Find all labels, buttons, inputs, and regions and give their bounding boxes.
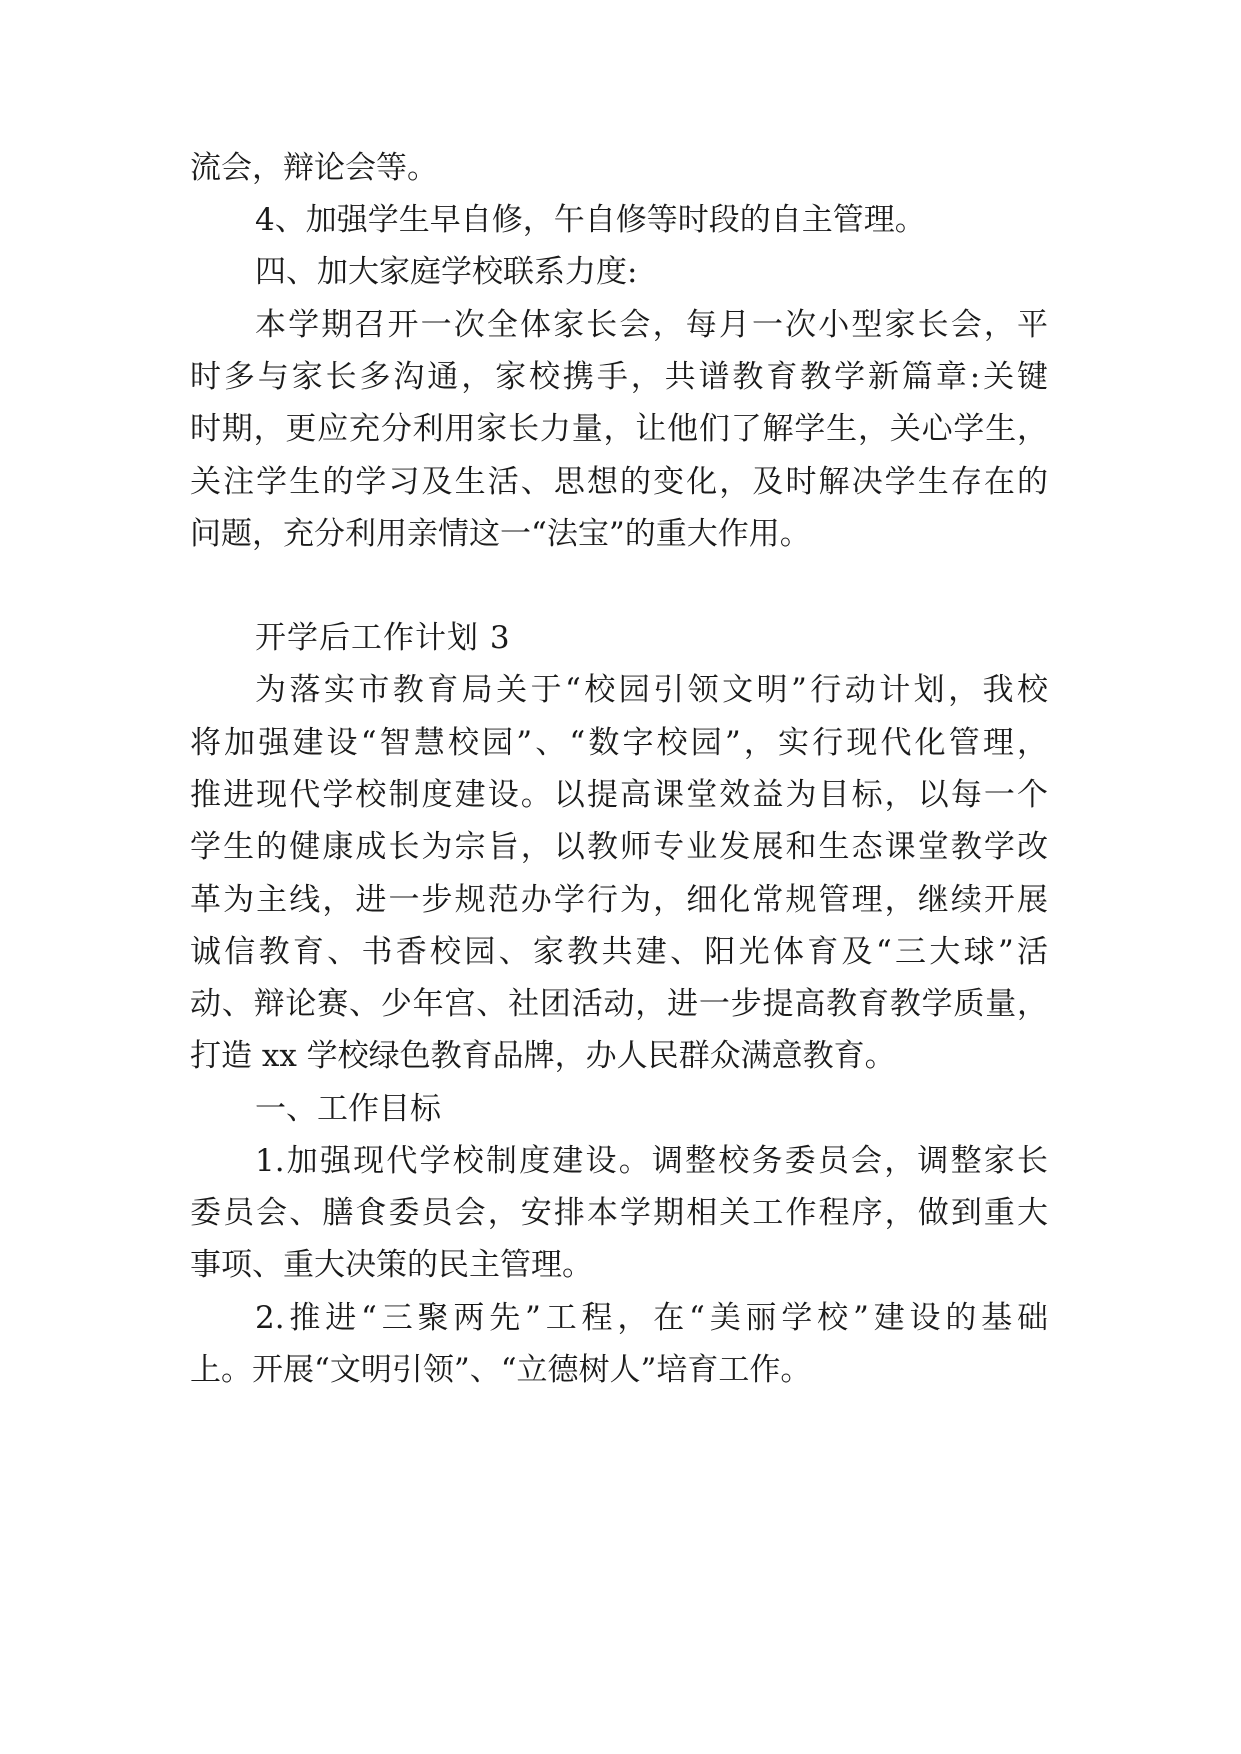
section-heading: 四、加大家庭学校联系力度: bbox=[255, 254, 638, 290]
paragraph-line: 将加强建设“智慧校园”、“数字校园”，实行现代化管理， bbox=[190, 725, 1048, 761]
paragraph-line: 时期，更应充分利用家长力量，让他们了解学生，关心学生， bbox=[190, 411, 1048, 447]
paragraph-line: 问题，充分利用亲情这一“法宝”的重大作用。 bbox=[190, 516, 811, 552]
paragraph-line: 流会，辩论会等。 bbox=[190, 150, 438, 186]
section-title: 开学后工作计划 3 bbox=[255, 620, 511, 656]
list-item-line: 4、加强学生早自修，午自修等时段的自主管理。 bbox=[255, 202, 926, 238]
paragraph-line: 革为主线，进一步规范办学行为，细化常规管理，继续开展 bbox=[190, 882, 1048, 918]
paragraph-line: 本学期召开一次全体家长会，每月一次小型家长会，平 bbox=[255, 307, 1048, 343]
paragraph-line: 学生的健康成长为宗旨，以教师专业发展和生态课堂教学改 bbox=[190, 829, 1048, 865]
section-heading: 一、工作目标 bbox=[255, 1091, 441, 1127]
paragraph-line: 诚信教育、书香校园、家教共建、阳光体育及“三大球”活 bbox=[190, 934, 1048, 970]
paragraph-line: 1.加强现代学校制度建设。调整校务委员会，调整家长 bbox=[255, 1143, 1048, 1179]
paragraph-line: 时多与家长多沟通，家校携手，共谱教育教学新篇章:关键 bbox=[190, 359, 1048, 395]
paragraph-line: 事项、重大决策的民主管理。 bbox=[190, 1247, 593, 1283]
paragraph-line: 推进现代学校制度建设。以提高课堂效益为目标，以每一个 bbox=[190, 777, 1048, 813]
paragraph-line: 为落实市教育局关于“校园引领文明”行动计划，我校 bbox=[255, 672, 1048, 708]
paragraph-line: 上。开展“文明引领”、“立德树人”培育工作。 bbox=[190, 1352, 812, 1388]
paragraph-line: 2.推进“三聚两先”工程，在“美丽学校”建设的基础 bbox=[255, 1300, 1048, 1336]
paragraph-line: 委员会、膳食委员会，安排本学期相关工作程序，做到重大 bbox=[190, 1195, 1048, 1231]
paragraph-line: 动、辩论赛、少年宫、社团活动，进一步提高教育教学质量， bbox=[190, 986, 1048, 1022]
paragraph-line: 关注学生的学习及生活、思想的变化，及时解决学生存在的 bbox=[190, 464, 1048, 500]
paragraph-line: 打造 xx 学校绿色教育品牌，办人民群众满意教育。 bbox=[190, 1038, 896, 1074]
